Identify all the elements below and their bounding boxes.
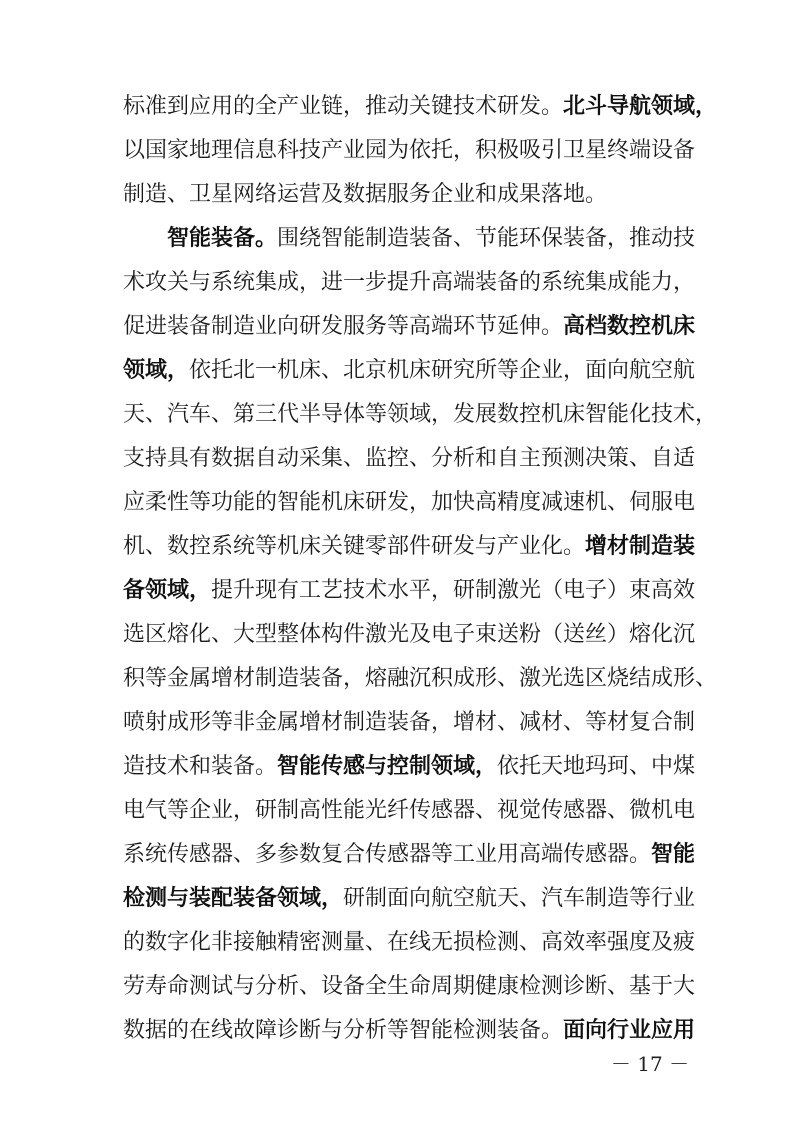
bold-term-additive: 增材制造装 (585, 534, 696, 559)
text-line-11: 机、数控系统等机床关键零部件研发与产业化。增材制造装 (123, 534, 696, 559)
text-line-3: 制造、卫星网络运营及数据服务企业和成果落地。 (123, 182, 608, 207)
text-line-22: 数据的在线故障诊断与分析等智能检测装备。面向行业应用 (123, 1018, 696, 1043)
text-line-1: 标准到应用的全产业链，推动关键技术研发。北斗导航领域， (123, 94, 718, 119)
bold-term-beidou: 北斗导航领域， (563, 94, 718, 119)
page-number: － 17 － (610, 1052, 690, 1076)
text-line-6: 促进装备制造业向研发服务等高端环节延伸。高档数控机床 (123, 314, 696, 339)
bold-term-industry: 面向行业应用 (563, 1018, 696, 1043)
bold-term-additive-cont: 备领域， (123, 578, 212, 603)
text-line-20: 的数字化非接触精密测量、在线无损检测、高效率强度及疲 (123, 930, 696, 955)
bold-term-inspection-cont: 检测与装配装备领域， (123, 886, 344, 911)
bold-term-sensing: 智能传感与控制领域， (277, 754, 498, 779)
text-line-12: 备领域，提升现有工艺技术水平，研制激光（电子）束高效 (123, 578, 696, 603)
text-line-19: 检测与装配装备领域，研制面向航空航天、汽车制造等行业 (123, 886, 696, 911)
text-line-10: 应柔性等功能的智能机床研发，加快高精度减速机、伺服电 (123, 490, 696, 515)
bold-term-cnc-cont: 领域， (123, 358, 190, 383)
text-line-17: 电气等企业，研制高性能光纤传感器、视觉传感器、微机电 (123, 798, 696, 823)
text-line-4: 智能装备。围绕智能制造装备、节能环保装备，推动技 (167, 226, 696, 251)
text-line-21: 劳寿命测试与分析、设备全生命周期健康检测诊断、基于大 (123, 974, 696, 999)
text-line-2: 以国家地理信息科技产业园为依托，积极吸引卫星终端设备 (123, 138, 696, 163)
bold-term-intelligent-equipment: 智能装备。 (167, 226, 278, 251)
text-line-14: 积等金属增材制造装备，熔融沉积成形、激光选区烧结成形、 (123, 666, 718, 691)
text-line-5: 术攻关与系统集成，进一步提升高端装备的系统集成能力， (123, 270, 696, 295)
bold-term-cnc: 高档数控机床 (563, 314, 696, 339)
text-line-9: 支持具有数据自动采集、监控、分析和自主预测决策、自适 (123, 446, 696, 471)
text-line-7: 领域，依托北一机床、北京机床研究所等企业，面向航空航 (123, 358, 696, 383)
bold-term-inspection: 智能 (651, 842, 696, 867)
text-line-8: 天、汽车、第三代半导体等领域，发展数控机床智能化技术， (123, 402, 718, 427)
text-line-13: 选区熔化、大型整体构件激光及电子束送粉（送丝）熔化沉 (123, 622, 696, 647)
text-line-18: 系统传感器、多参数复合传感器等工业用高端传感器。智能 (123, 842, 696, 867)
text-line-15: 喷射成形等非金属增材制造装备，增材、减材、等材复合制 (123, 710, 696, 735)
text-line-16: 造技术和装备。智能传感与控制领域，依托天地玛珂、中煤 (123, 754, 696, 779)
